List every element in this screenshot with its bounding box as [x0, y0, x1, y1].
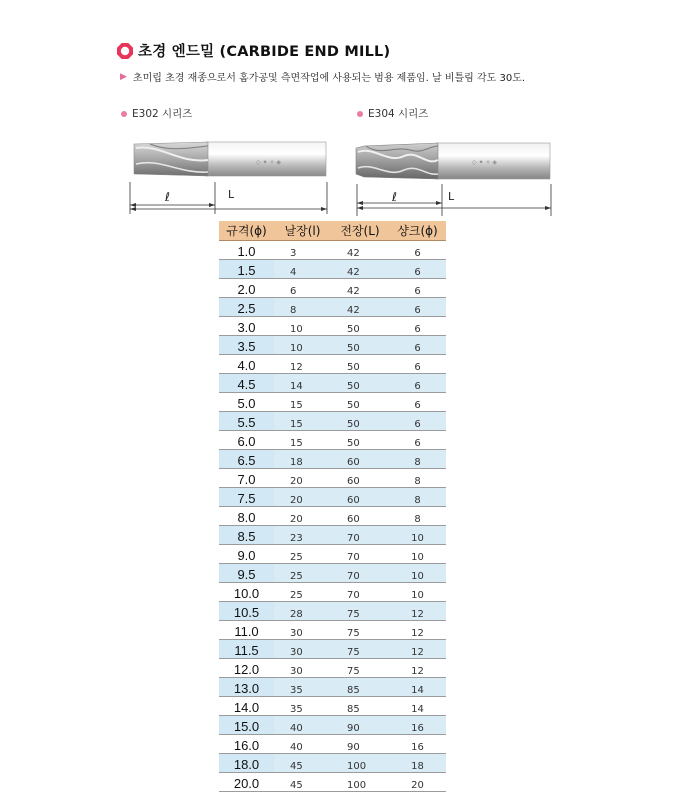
cell-diameter: 9.0 [219, 545, 274, 564]
cell-overall-length: 70 [331, 526, 389, 545]
cell-diameter: 15.0 [219, 716, 274, 735]
cell-diameter: 4.5 [219, 374, 274, 393]
cell-shank: 6 [389, 260, 446, 279]
cell-shank: 12 [389, 621, 446, 640]
cell-overall-length: 50 [331, 393, 389, 412]
cell-overall-length: 100 [331, 773, 389, 792]
cell-overall-length: 50 [331, 336, 389, 355]
cell-diameter: 20.0 [219, 773, 274, 792]
cell-overall-length: 70 [331, 564, 389, 583]
header-shank: 샹크(ϕ) [389, 221, 446, 241]
cell-shank: 10 [389, 545, 446, 564]
cell-overall-length: 75 [331, 640, 389, 659]
svg-text:◇ ✦ ✧ ◈: ◇ ✦ ✧ ◈ [472, 159, 498, 166]
table-row [219, 564, 446, 583]
table-row [219, 374, 446, 393]
cell-shank: 6 [389, 298, 446, 317]
cell-flute-length: 23 [274, 526, 331, 545]
table-row [219, 621, 446, 640]
cell-diameter: 13.0 [219, 678, 274, 697]
cell-diameter: 7.0 [219, 469, 274, 488]
cell-shank: 6 [389, 279, 446, 298]
cell-diameter: 11.0 [219, 621, 274, 640]
cell-diameter: 8.5 [219, 526, 274, 545]
cell-diameter: 4.0 [219, 355, 274, 374]
cell-flute-length: 30 [274, 659, 331, 678]
cell-overall-length: 42 [331, 241, 389, 260]
cell-diameter: 9.5 [219, 564, 274, 583]
cell-overall-length: 42 [331, 260, 389, 279]
table-row [219, 450, 446, 469]
cell-flute-length: 28 [274, 602, 331, 621]
cell-flute-length: 25 [274, 583, 331, 602]
cell-overall-length: 70 [331, 583, 389, 602]
table-row [219, 469, 446, 488]
cell-shank: 10 [389, 564, 446, 583]
table-row [219, 545, 446, 564]
cell-flute-length: 30 [274, 640, 331, 659]
cell-diameter: 11.5 [219, 640, 274, 659]
table-row [219, 716, 446, 735]
cell-overall-length: 42 [331, 298, 389, 317]
cell-overall-length: 70 [331, 545, 389, 564]
cell-diameter: 2.5 [219, 298, 274, 317]
cell-shank: 6 [389, 412, 446, 431]
cell-shank: 20 [389, 773, 446, 792]
header-flute-length: 날장(l) [274, 221, 331, 241]
table-row [219, 697, 446, 716]
cell-diameter: 1.5 [219, 260, 274, 279]
cell-flute-length: 40 [274, 735, 331, 754]
cell-shank: 8 [389, 469, 446, 488]
table-row [219, 488, 446, 507]
table-body [219, 241, 446, 792]
table-row [219, 640, 446, 659]
cell-shank: 6 [389, 355, 446, 374]
cell-flute-length: 45 [274, 754, 331, 773]
cell-diameter: 7.5 [219, 488, 274, 507]
cell-shank: 6 [389, 336, 446, 355]
cell-overall-length: 85 [331, 678, 389, 697]
cell-flute-length: 25 [274, 545, 331, 564]
table-row [219, 260, 446, 279]
cell-overall-length: 60 [331, 469, 389, 488]
triangle-arrow-icon: ▶ [120, 71, 127, 82]
cell-diameter: 6.0 [219, 431, 274, 450]
description-text: 초미립 초경 재종으로서 홈가공및 측면작업에 사용되는 범용 제품임. 날 비틀림 각도 30도. [132, 73, 526, 84]
cell-diameter: 8.0 [219, 507, 274, 526]
cell-shank: 6 [389, 317, 446, 336]
dimension-label-flute-length: ℓ [165, 190, 170, 204]
table-row [219, 431, 446, 450]
cell-diameter: 3.0 [219, 317, 274, 336]
end-mill-e304-image [354, 140, 554, 184]
cell-overall-length: 90 [331, 735, 389, 754]
cell-overall-length: 75 [331, 659, 389, 678]
table-row [219, 678, 446, 697]
cell-flute-length: 40 [274, 716, 331, 735]
cell-shank: 12 [389, 659, 446, 678]
cell-flute-length: 15 [274, 412, 331, 431]
cell-overall-length: 60 [331, 507, 389, 526]
cell-shank: 10 [389, 583, 446, 602]
cell-flute-length: 20 [274, 507, 331, 526]
cell-flute-length: 15 [274, 393, 331, 412]
series-label-e302: E302 시리즈 [121, 106, 192, 121]
series-label-e304: E304 시리즈 [357, 106, 428, 121]
table-row [219, 773, 446, 792]
table-row [219, 754, 446, 773]
table-row [219, 241, 446, 260]
table-row [219, 659, 446, 678]
cell-shank: 18 [389, 754, 446, 773]
cell-overall-length: 50 [331, 355, 389, 374]
cell-overall-length: 75 [331, 621, 389, 640]
cell-shank: 10 [389, 526, 446, 545]
table-row [219, 583, 446, 602]
table-header-row [219, 221, 446, 241]
cell-shank: 8 [389, 507, 446, 526]
cell-overall-length: 42 [331, 279, 389, 298]
title-text: 초경 엔드밀 (CARBIDE END MILL) [138, 44, 391, 60]
cell-diameter: 3.5 [219, 336, 274, 355]
cell-shank: 6 [389, 393, 446, 412]
cell-shank: 14 [389, 697, 446, 716]
cell-overall-length: 75 [331, 602, 389, 621]
cell-diameter: 1.0 [219, 241, 274, 260]
cell-overall-length: 100 [331, 754, 389, 773]
cell-shank: 6 [389, 374, 446, 393]
cell-flute-length: 8 [274, 298, 331, 317]
cell-overall-length: 50 [331, 431, 389, 450]
table-row [219, 336, 446, 355]
octagon-bullet-icon [117, 43, 133, 59]
cell-overall-length: 60 [331, 450, 389, 469]
cell-shank: 8 [389, 488, 446, 507]
cell-diameter: 6.5 [219, 450, 274, 469]
cell-overall-length: 60 [331, 488, 389, 507]
cell-diameter: 10.5 [219, 602, 274, 621]
cell-diameter: 10.0 [219, 583, 274, 602]
cell-diameter: 5.0 [219, 393, 274, 412]
table-row [219, 279, 446, 298]
cell-diameter: 5.5 [219, 412, 274, 431]
bullet-dot-icon [121, 111, 127, 117]
cell-shank: 16 [389, 735, 446, 754]
page-title [117, 40, 390, 61]
cell-flute-length: 18 [274, 450, 331, 469]
cell-diameter: 2.0 [219, 279, 274, 298]
cell-shank: 12 [389, 602, 446, 621]
cell-flute-length: 10 [274, 336, 331, 355]
cell-diameter: 12.0 [219, 659, 274, 678]
cell-flute-length: 3 [274, 241, 331, 260]
cell-shank: 14 [389, 678, 446, 697]
cell-flute-length: 14 [274, 374, 331, 393]
cell-overall-length: 50 [331, 374, 389, 393]
table-row [219, 526, 446, 545]
cell-flute-length: 20 [274, 469, 331, 488]
cell-flute-length: 35 [274, 697, 331, 716]
cell-flute-length: 15 [274, 431, 331, 450]
dimension-label-overall-length: L [448, 190, 455, 203]
cell-flute-length: 35 [274, 678, 331, 697]
cell-shank: 6 [389, 431, 446, 450]
end-mill-e302-image [130, 138, 330, 182]
header-diameter: 규격(ϕ) [219, 221, 274, 241]
cell-shank: 16 [389, 716, 446, 735]
cell-flute-length: 4 [274, 260, 331, 279]
description-line [120, 69, 525, 84]
table-row [219, 507, 446, 526]
cell-overall-length: 50 [331, 412, 389, 431]
cell-diameter: 18.0 [219, 754, 274, 773]
table-row [219, 735, 446, 754]
dimension-lines-e304 [347, 182, 562, 218]
header-overall-length: 전장(L) [331, 221, 389, 241]
cell-overall-length: 90 [331, 716, 389, 735]
cell-flute-length: 20 [274, 488, 331, 507]
table-row [219, 602, 446, 621]
cell-overall-length: 50 [331, 317, 389, 336]
svg-text:◇ ✦ ✧ ◈: ◇ ✦ ✧ ◈ [256, 159, 282, 166]
cell-flute-length: 6 [274, 279, 331, 298]
table-row [219, 412, 446, 431]
cell-shank: 8 [389, 450, 446, 469]
table-row [219, 393, 446, 412]
spec-table [219, 221, 446, 792]
cell-flute-length: 25 [274, 564, 331, 583]
cell-shank: 12 [389, 640, 446, 659]
cell-diameter: 14.0 [219, 697, 274, 716]
cell-flute-length: 30 [274, 621, 331, 640]
dimension-label-flute-length: ℓ [392, 190, 397, 204]
cell-shank: 6 [389, 241, 446, 260]
bullet-dot-icon [357, 111, 363, 117]
cell-diameter: 16.0 [219, 735, 274, 754]
cell-flute-length: 10 [274, 317, 331, 336]
table-row [219, 317, 446, 336]
cell-flute-length: 12 [274, 355, 331, 374]
dimension-label-overall-length: L [228, 188, 235, 201]
cell-flute-length: 45 [274, 773, 331, 792]
table-row [219, 298, 446, 317]
cell-overall-length: 85 [331, 697, 389, 716]
table-row [219, 355, 446, 374]
